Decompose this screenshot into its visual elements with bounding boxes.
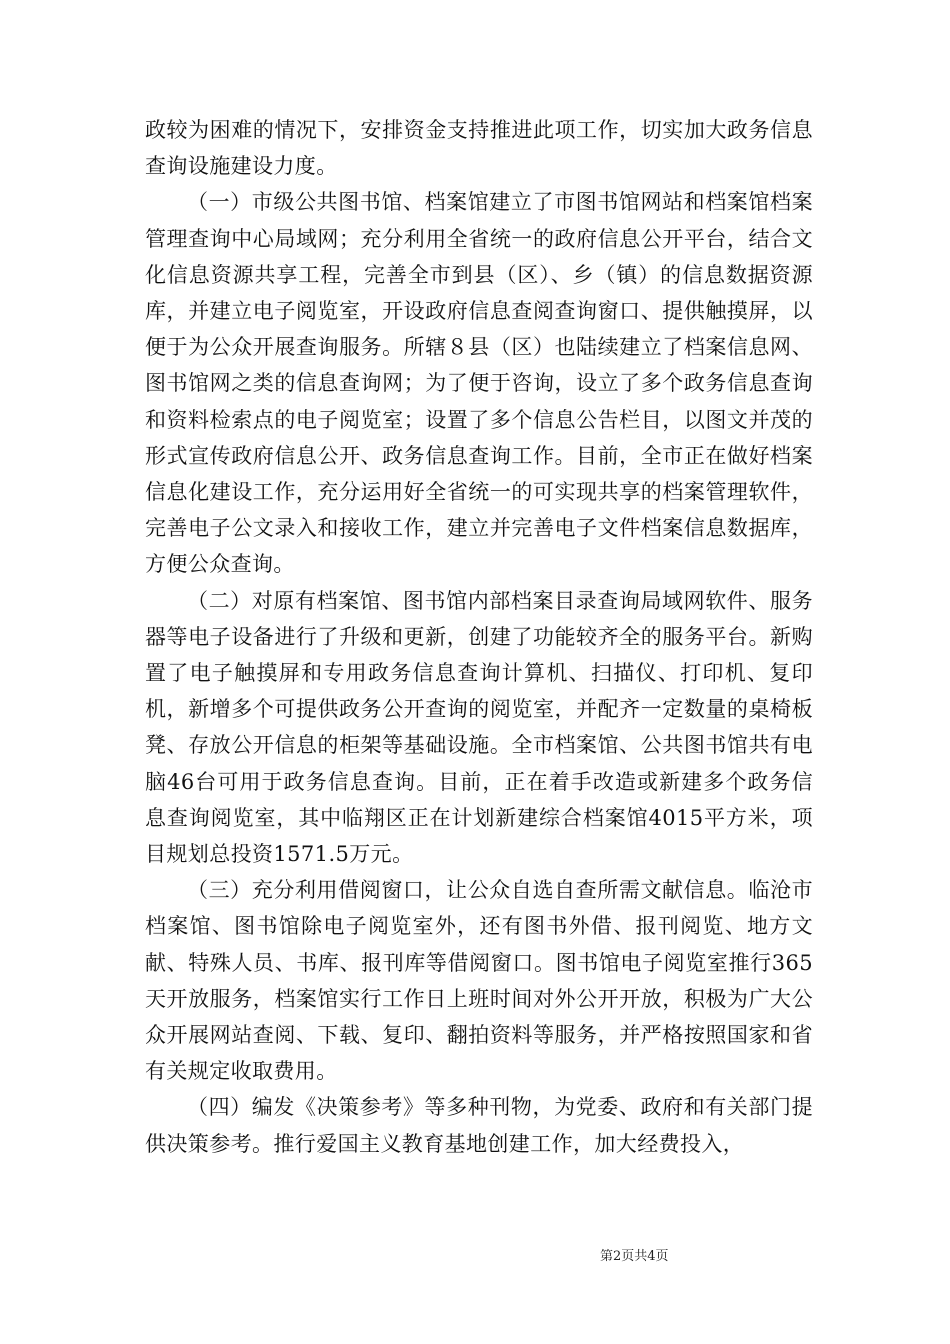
paragraph-section-2: （二）对原有档案馆、图书馆内部档案目录查询局域网软件、服务器等电子设备进行了升级和更新，创建了功能较齐全的服务平台。新购置了电子触摸屏和专用政务信息查询计算机、扫描仪、打印机、复印机，新增多个可提供政务公开查询的阅览室，并配齐一定数量的桌椅板凳、存放公开信息的柜架等基础设施。全市档案馆、公共图书馆共有电脑46台可用于政务信息查询。目前，正在着手改造或新建多个政务信息查询阅览室，其中临翔区正在计划新建综合档案馆4015平方米，项目规划总投资1571.5万元。 bbox=[145, 588, 813, 867]
paragraph-section-3: （三）充分利用借阅窗口，让公众自选自查所需文献信息。临沧市档案馆、图书馆除电子阅览室外，还有图书外借、报刊阅览、地方文献、特殊人员、书库、报刊库等借阅窗口。图书馆电子阅览室推行365天开放服务，档案馆实行工作日上班时间对外公开开放，积极为广大公众开展网站查阅、下载、复印、翻拍资料等服务，并严格按照国家和省有关规定收取费用。 bbox=[145, 878, 813, 1084]
page-number: 第2页共4页 bbox=[600, 1249, 669, 1264]
paragraph-continuation: 政较为困难的情况下，安排资金支持推进此项工作，切实加大政务信息查询设施建设力度。 bbox=[145, 118, 813, 179]
paragraph-section-1: （一）市级公共图书馆、档案馆建立了市图书馆网站和档案馆档案管理查询中心局域网；充分利用全省统一的政府信息公开平台，结合文化信息资源共享工程，完善全市到县（区）、乡（镇）的信息数据资源库，并建立电子阅览室，开设政府信息查阅查询窗口、提供触摸屏，以便于为公众开展查询服务。所辖８县（区）也陆续建立了档案信息网、图书馆网之类的信息查询网；为了便于咨询，设立了多个政务信息查询和资料检索点的电子阅览室；设置了多个信息公告栏目，以图文并茂的形式宣传政府信息公开、政务信息查询工作。目前，全市正在做好档案信息化建设工作，充分运用好全省统一的可实现共享的档案管理软件，完善电子公文录入和接收工作，建立并完善电子文件档案信息数据库，方便公众查询。 bbox=[145, 190, 813, 577]
body-text bbox=[145, 112, 813, 1162]
paragraph-section-4: （四）编发《决策参考》等多种刊物，为党委、政府和有关部门提供决策参考。推行爱国主义教育基地创建工作，加大经费投入， bbox=[145, 1095, 813, 1156]
page-footer bbox=[600, 1245, 669, 1264]
